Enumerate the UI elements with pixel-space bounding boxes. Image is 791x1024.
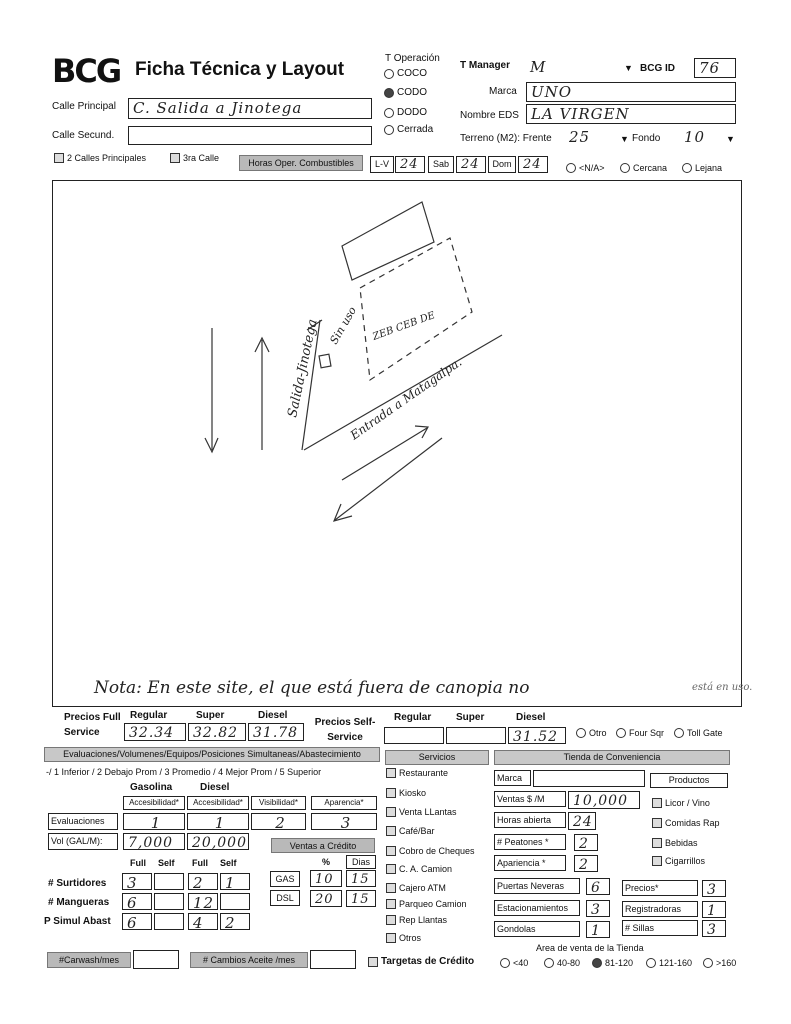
checkbox-icon bbox=[386, 899, 396, 909]
checkbox-label: Restaurante bbox=[399, 768, 449, 778]
gas-dias-field[interactable]: 15 bbox=[346, 870, 376, 887]
eval-vis-field[interactable]: 2 bbox=[251, 813, 306, 830]
checkbox-icon bbox=[386, 883, 396, 893]
diesel-header: Diesel bbox=[258, 710, 288, 721]
producto-cigarrillos[interactable] bbox=[652, 856, 705, 866]
terreno-label: Terreno (M2): Frente bbox=[460, 133, 552, 144]
surtidores-full-diesel[interactable]: 2 bbox=[188, 873, 218, 890]
fondo-label: Fondo bbox=[632, 133, 661, 144]
toll-gate-radio[interactable] bbox=[674, 728, 723, 738]
horas-oper-button[interactable]: Horas Oper. Combustibles bbox=[239, 155, 363, 171]
servicio-cobro-cheques[interactable] bbox=[386, 846, 475, 856]
manager-field[interactable]: M bbox=[526, 58, 618, 78]
fondo-field[interactable]: 10 bbox=[684, 128, 706, 146]
radio-icon bbox=[576, 728, 586, 738]
checkbox-icon bbox=[652, 798, 662, 808]
puertas-label: Puertas Neveras bbox=[494, 878, 580, 894]
sketch-nota: Nota: En este site, el que está fuera de canopia no bbox=[94, 678, 530, 698]
small-structure bbox=[319, 354, 331, 368]
self-diesel-field[interactable]: 31.52 bbox=[508, 727, 566, 744]
surtidores-label: # Surtidores bbox=[48, 878, 107, 889]
checkbox-icon bbox=[368, 957, 378, 967]
manager-label: T Manager bbox=[460, 60, 511, 71]
vol-diesel-field[interactable]: 20,000 bbox=[187, 833, 249, 850]
ventas-credito-button[interactable]: Ventas a Crédito bbox=[271, 838, 375, 853]
checkbox-label: 2 Calles Principales bbox=[67, 153, 147, 163]
ventas-field[interactable]: 10,000 bbox=[568, 791, 640, 809]
full-diesel-field[interactable]: 31.78 bbox=[248, 723, 304, 741]
option-label: Four Sqr bbox=[629, 728, 665, 738]
registradoras-label: Registradoras bbox=[622, 901, 698, 917]
acc-gas-header: Accesibilidad* bbox=[123, 796, 185, 810]
tienda-marca-label: Marca bbox=[494, 770, 531, 786]
checkbox-label: Bebidas bbox=[665, 838, 698, 848]
radio-icon bbox=[616, 728, 626, 738]
checkbox-icon bbox=[54, 153, 64, 163]
checkbox-label: Parqueo Camion bbox=[399, 899, 467, 909]
option-label: CODO bbox=[397, 87, 427, 98]
checkbox-label: 3ra Calle bbox=[183, 153, 220, 163]
super-header: Super bbox=[196, 710, 225, 721]
estac-label: Estacionamientos bbox=[494, 900, 580, 916]
operacion-label: T Operación bbox=[385, 53, 440, 64]
checkbox-icon bbox=[386, 768, 396, 778]
producto-bebidas[interactable] bbox=[652, 838, 698, 848]
estac-field[interactable]: 3 bbox=[586, 900, 610, 917]
gas-credit-label: GAS bbox=[270, 871, 300, 887]
full-regular-field[interactable]: 32.34 bbox=[124, 723, 186, 741]
lejana-radio[interactable] bbox=[682, 163, 722, 173]
puertas-field[interactable]: 6 bbox=[586, 878, 610, 895]
arrow-line bbox=[335, 438, 442, 520]
vis-header: Visibilidad* bbox=[251, 796, 306, 810]
servicio-cajero-atm[interactable] bbox=[386, 883, 446, 893]
radio-icon bbox=[500, 958, 510, 968]
checkbox-icon bbox=[386, 826, 396, 836]
eval-gas-field[interactable]: 1 bbox=[123, 813, 185, 830]
option-label: 81-120 bbox=[605, 958, 634, 968]
chevron-down-icon[interactable]: ▼ bbox=[620, 134, 629, 144]
self-super-field[interactable] bbox=[446, 727, 506, 744]
mangueras-full-diesel[interactable]: 12 bbox=[188, 893, 218, 910]
sketch-sin-uso: Sin uso bbox=[327, 304, 360, 347]
bcg-id-field[interactable]: 76 bbox=[694, 58, 736, 78]
full-super-field[interactable]: 32.82 bbox=[188, 723, 246, 741]
sillas-field[interactable]: 3 bbox=[702, 920, 726, 937]
checkbox-icon bbox=[386, 788, 396, 798]
self-diesel-header: Self bbox=[220, 858, 237, 868]
dom-field[interactable]: 24 bbox=[518, 156, 548, 173]
radio-icon bbox=[384, 108, 394, 118]
checkbox-label: Cajero ATM bbox=[399, 883, 446, 893]
dsl-credit-label: DSL bbox=[270, 890, 300, 906]
option-label: Toll Gate bbox=[687, 728, 723, 738]
checkbox-label: Café/Bar bbox=[399, 826, 435, 836]
operacion-codo[interactable] bbox=[384, 87, 427, 98]
self-super-header: Super bbox=[456, 712, 485, 723]
option-label: >160 bbox=[716, 958, 737, 968]
sab-field[interactable]: 24 bbox=[456, 156, 486, 173]
dsl-dias-field[interactable]: 15 bbox=[346, 890, 376, 907]
area-option-lt40[interactable] bbox=[500, 958, 528, 968]
simul-self-gas[interactable] bbox=[154, 913, 184, 930]
chevron-down-icon[interactable]: ▼ bbox=[726, 134, 735, 144]
checkbox-label: Comidas Rap bbox=[665, 818, 720, 828]
chevron-down-icon[interactable]: ▼ bbox=[624, 63, 633, 73]
checkbox-icon bbox=[386, 933, 396, 943]
option-label: Otro bbox=[589, 728, 607, 738]
checkbox-icon bbox=[652, 818, 662, 828]
checkbox-icon bbox=[386, 807, 396, 817]
sab-label: Sab bbox=[428, 156, 454, 173]
self-service-label: Precios Self-Service bbox=[314, 717, 376, 743]
full-gas-header: Full bbox=[130, 858, 146, 868]
nombre-eds-field[interactable]: LA VIRGEN bbox=[526, 104, 736, 124]
precios-field[interactable]: 3 bbox=[702, 880, 726, 897]
nombre-eds-label: Nombre EDS bbox=[460, 110, 519, 121]
checkbox-label: Otros bbox=[399, 933, 422, 943]
regular-header: Regular bbox=[130, 710, 168, 721]
surtidores-full-gas[interactable]: 3 bbox=[122, 873, 152, 890]
evaluaciones-banner: Evaluaciones/Volumenes/Equipos/Posiciones Simultaneas/Abastecimiento bbox=[44, 747, 380, 762]
option-label: 40-80 bbox=[557, 958, 581, 968]
self-diesel-header: Diesel bbox=[516, 712, 546, 723]
dom-label: Dom bbox=[488, 156, 516, 173]
operacion-coco[interactable] bbox=[384, 68, 427, 79]
marca-label: Marca bbox=[489, 86, 517, 97]
cercana-radio[interactable] bbox=[620, 163, 667, 173]
four-sqr-radio[interactable] bbox=[616, 728, 664, 738]
marca-field[interactable]: UNO bbox=[526, 82, 736, 102]
mangueras-full-gas[interactable]: 6 bbox=[122, 893, 152, 910]
radio-icon bbox=[384, 69, 394, 79]
checkbox-label: Targetas de Crédito bbox=[381, 956, 475, 967]
radio-icon bbox=[384, 125, 394, 135]
sillas-label: # Sillas bbox=[622, 920, 698, 936]
carwash-field[interactable] bbox=[133, 950, 179, 969]
checkbox-label: Cobro de Cheques bbox=[399, 846, 475, 856]
sketch-entrada: Entrada a Matagalpa. bbox=[347, 354, 465, 443]
simul-self-diesel[interactable]: 2 bbox=[220, 913, 250, 930]
area-option-81-120[interactable] bbox=[592, 958, 633, 968]
operacion-dodo[interactable] bbox=[384, 107, 427, 118]
apariencia-label: Apariencia * bbox=[494, 855, 566, 871]
area-option-121-160[interactable] bbox=[646, 958, 692, 968]
calle-secund-field[interactable] bbox=[128, 126, 372, 145]
checkbox-label: Cigarrillos bbox=[665, 856, 706, 866]
bcg-logo: BCG bbox=[52, 52, 121, 90]
simul-label: P Simul Abast bbox=[44, 916, 111, 927]
servicio-venta-llantas[interactable] bbox=[386, 807, 457, 817]
diesel-eval-header: Diesel bbox=[200, 782, 230, 793]
eval-row-label: Evaluaciones bbox=[48, 813, 118, 830]
radio-icon bbox=[646, 958, 656, 968]
otro-radio[interactable] bbox=[576, 728, 607, 738]
carwash-button[interactable]: #Carwash/mes bbox=[47, 952, 131, 968]
surtidores-self-gas[interactable] bbox=[154, 873, 184, 890]
tarjetas-checkbox[interactable] bbox=[368, 956, 474, 967]
servicio-otros[interactable] bbox=[386, 933, 421, 943]
radio-icon bbox=[566, 163, 576, 173]
radio-icon bbox=[703, 958, 713, 968]
self-regular-field[interactable] bbox=[384, 727, 444, 744]
radio-icon bbox=[384, 88, 394, 98]
radio-icon bbox=[544, 958, 554, 968]
full-service-label: Precios Full Service bbox=[64, 712, 121, 738]
vol-row-label: Vol (GAL/M): bbox=[48, 833, 118, 850]
dsl-pct-field[interactable]: 20 bbox=[310, 890, 342, 907]
checkbox-label: Rep Llantas bbox=[399, 915, 448, 925]
peatones-label: # Peatones * bbox=[494, 834, 566, 850]
servicio-parqueo-camion[interactable] bbox=[386, 899, 467, 909]
option-label: Lejana bbox=[695, 163, 723, 173]
area-option-gt160[interactable] bbox=[703, 958, 736, 968]
productos-header: Productos bbox=[650, 773, 728, 788]
apa-header: Aparencia* bbox=[311, 796, 377, 810]
vol-gas-field[interactable]: 7,000 bbox=[123, 833, 185, 850]
na-radio[interactable] bbox=[566, 163, 605, 173]
peatones-field[interactable]: 2 bbox=[574, 834, 598, 851]
dias-header: Dias bbox=[346, 855, 376, 869]
option-label: DODO bbox=[397, 107, 427, 118]
tienda-header: Tienda de Conveniencia bbox=[494, 750, 730, 765]
option-label: <N/A> bbox=[579, 163, 605, 173]
calle-principal-field[interactable]: C. Salida a Jinotega bbox=[128, 98, 372, 119]
acc-diesel-header: Accesibilidad* bbox=[187, 796, 249, 810]
servicio-ca-camion[interactable] bbox=[386, 864, 452, 874]
canopy-rect bbox=[342, 202, 434, 280]
producto-licor[interactable] bbox=[652, 798, 710, 808]
servicio-cafe-bar[interactable] bbox=[386, 826, 435, 836]
calle-secund-label: Calle Secund. bbox=[52, 130, 115, 141]
checkbox-label: C. A. Camion bbox=[399, 864, 453, 874]
area-option-40-80[interactable] bbox=[544, 958, 580, 968]
checkbox-icon bbox=[652, 856, 662, 866]
page-title: Ficha Técnica y Layout bbox=[135, 59, 345, 80]
sketch-street-left: Salida-Jinotega bbox=[285, 317, 321, 419]
bcg-id-label: BCG ID bbox=[640, 63, 675, 74]
evaluation-scale: -/ 1 Inferior / 2 Debajo Prom / 3 Promedio / 4 Mejor Prom / 5 Superior bbox=[46, 767, 322, 777]
mangueras-self-gas[interactable] bbox=[154, 893, 184, 910]
checkbox-label: Venta LLantas bbox=[399, 807, 457, 817]
checkbox-icon bbox=[170, 153, 180, 163]
sketch-nota-tail: está en uso. bbox=[692, 682, 753, 693]
registradoras-field[interactable]: 1 bbox=[702, 901, 726, 918]
servicio-restaurante[interactable] bbox=[386, 768, 448, 778]
gasolina-header: Gasolina bbox=[130, 782, 173, 793]
checkbox-icon bbox=[386, 864, 396, 874]
tienda-marca-field[interactable] bbox=[533, 770, 645, 787]
ventas-label: Ventas $ /M bbox=[494, 791, 566, 807]
frente-field[interactable]: 25 bbox=[569, 128, 591, 146]
horas-abierta-label: Horas abierta bbox=[494, 812, 566, 828]
gondolas-label: Gondolas bbox=[494, 921, 580, 937]
checkbox-icon bbox=[652, 838, 662, 848]
eval-diesel-field[interactable]: 1 bbox=[187, 813, 249, 830]
checkbox-label: Licor / Vino bbox=[665, 798, 710, 808]
surtidores-self-diesel[interactable]: 1 bbox=[220, 873, 250, 890]
mangueras-self-diesel[interactable] bbox=[220, 893, 250, 910]
pct-header: % bbox=[322, 857, 331, 867]
checkbox-icon bbox=[386, 846, 396, 856]
option-label: 121-160 bbox=[659, 958, 693, 968]
eval-apa-field[interactable]: 3 bbox=[311, 813, 377, 830]
option-label: Cerrada bbox=[397, 124, 434, 135]
self-regular-header: Regular bbox=[394, 712, 432, 723]
checkbox-icon bbox=[386, 915, 396, 925]
radio-icon bbox=[674, 728, 684, 738]
horas-abierta-field[interactable]: 24 bbox=[568, 812, 596, 830]
precios-label: Precios* bbox=[622, 880, 698, 896]
simul-full-diesel[interactable]: 4 bbox=[188, 913, 218, 930]
area-venta-label: Area de venta de la Tienda bbox=[536, 943, 644, 953]
servicio-kiosko[interactable] bbox=[386, 788, 426, 798]
mangueras-label: # Mangueras bbox=[48, 897, 110, 908]
calle-principal-label: Calle Principal bbox=[52, 101, 116, 112]
radio-icon bbox=[592, 958, 602, 968]
full-diesel-header: Full bbox=[192, 858, 208, 868]
gas-pct-field[interactable]: 10 bbox=[310, 870, 342, 887]
option-label: COCO bbox=[397, 68, 427, 79]
option-label: <40 bbox=[513, 958, 529, 968]
apariencia-field[interactable]: 2 bbox=[574, 855, 598, 872]
servicios-header: Servicios bbox=[385, 750, 489, 765]
tercera-calle-checkbox[interactable] bbox=[170, 153, 219, 163]
self-gas-header: Self bbox=[158, 858, 175, 868]
option-label: Cercana bbox=[633, 163, 668, 173]
dos-calles-checkbox[interactable] bbox=[54, 153, 146, 163]
operacion-cerrada[interactable] bbox=[384, 124, 433, 135]
sketch-islands: ZEB CEB DE bbox=[371, 310, 437, 343]
radio-icon bbox=[620, 163, 630, 173]
cambios-aceite-field[interactable] bbox=[310, 950, 356, 969]
radio-icon bbox=[682, 163, 692, 173]
servicio-rep-llantas[interactable] bbox=[386, 915, 447, 925]
cambios-aceite-button[interactable]: # Cambios Aceite /mes bbox=[190, 952, 308, 968]
lv-field[interactable]: 24 bbox=[395, 156, 425, 173]
lv-label: L-V bbox=[370, 156, 394, 173]
simul-full-gas[interactable]: 6 bbox=[122, 913, 152, 930]
producto-comidas[interactable] bbox=[652, 818, 720, 828]
gondolas-field[interactable]: 1 bbox=[586, 921, 610, 938]
layout-sketch bbox=[52, 180, 753, 707]
checkbox-label: Kiosko bbox=[399, 788, 427, 798]
